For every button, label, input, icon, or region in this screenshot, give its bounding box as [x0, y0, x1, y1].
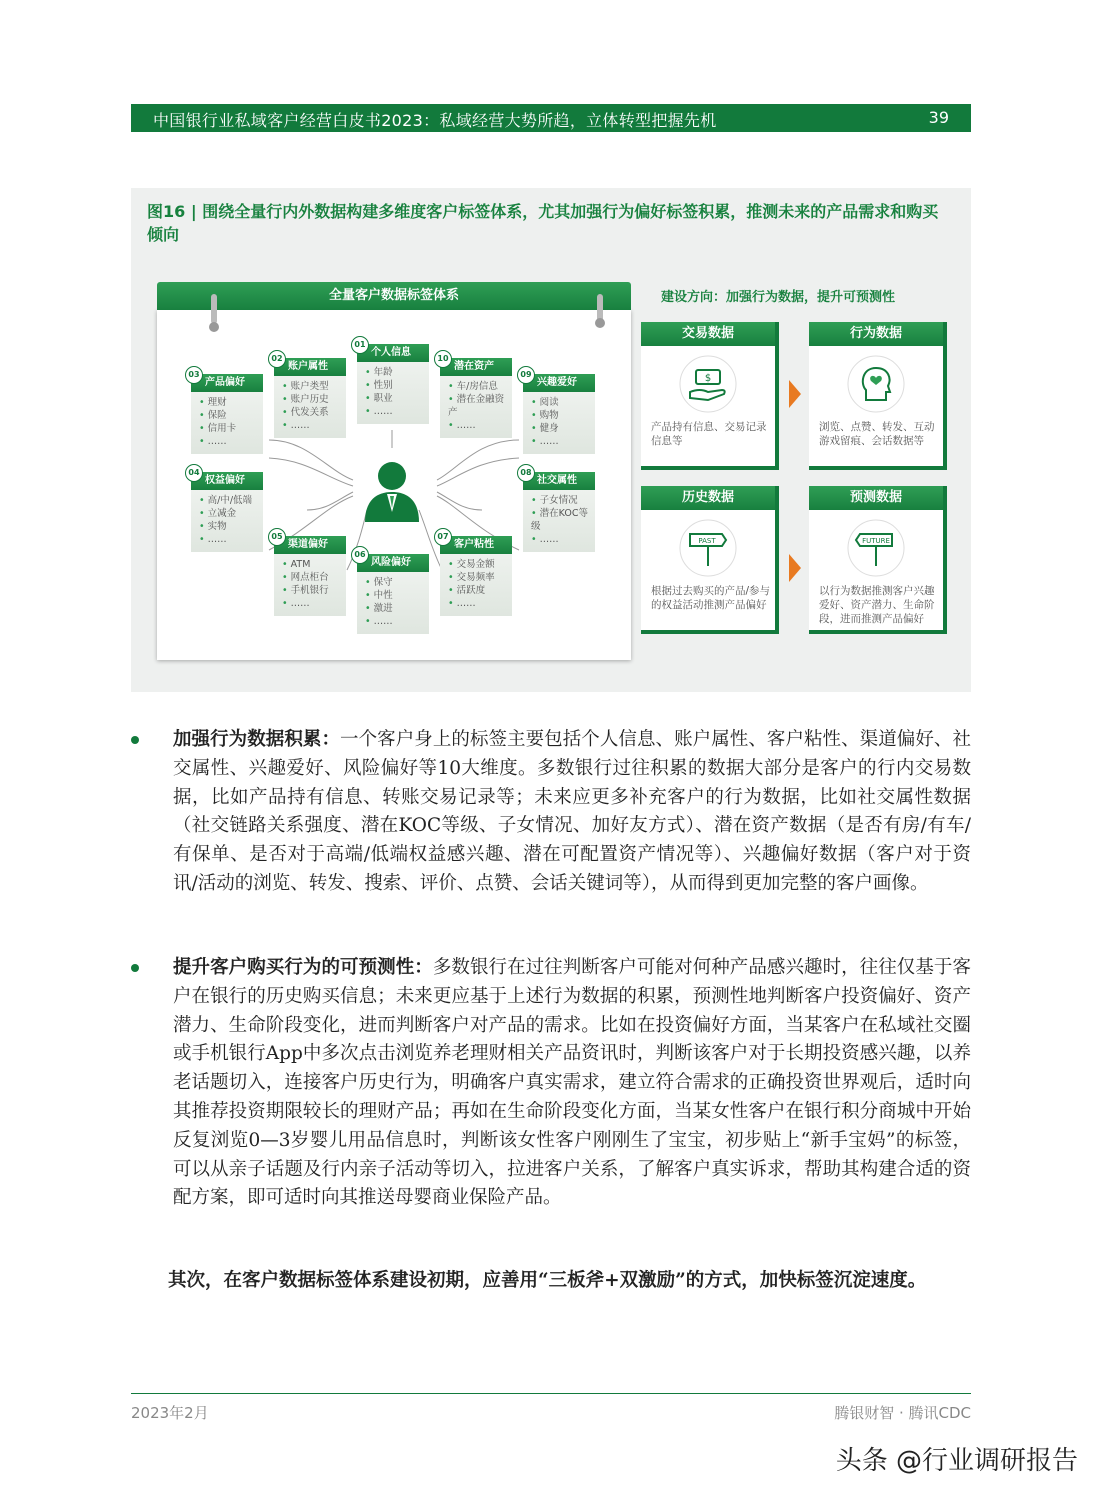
- tag-number: 05: [268, 528, 286, 546]
- money-hand-icon: [678, 354, 738, 414]
- past-label: PAST: [698, 537, 716, 545]
- arrow-right-icon: [789, 380, 801, 408]
- tag-title: 权益偏好: [205, 475, 245, 486]
- figure-panel: [131, 188, 971, 692]
- tag-item: • 立减金: [199, 507, 263, 520]
- tag-benefit-preference: [188, 468, 263, 552]
- future-label: FUTURE: [862, 537, 890, 545]
- box-text: 产品持有信息、交易记录信息等: [651, 421, 767, 447]
- tag-item: • ……: [448, 419, 512, 432]
- tag-item: • ……: [365, 405, 429, 418]
- bullet-lead: 加强行为数据积累：: [173, 729, 341, 750]
- bullet-text: 一个客户身上的标签主要包括个人信息、账户属性、客户粘性、渠道偏好、社交属性、兴趣爱好、风险偏好等10大维度。多数银行过往积累的数据大部分是客户的行内交易数据，比如产品持有信息、转账交易记录等；未来应更多补充客户的行为数据，比如社交属性数据（社交链路关系强度、潜在KOC等级、子女情况、加好友方式）、潜在资产数据（是否有房/有车/有保单、是否对于高端/低端权益感兴趣、潜在可配置资产情况等）、兴趣偏好数据（客户对于资讯/活动的浏览、转发、搜索、评价、点赞、会话关键词等），从而得到更加完整的客户画像。: [173, 729, 971, 894]
- tag-number: 02: [268, 350, 286, 368]
- tag-item: • 保险: [199, 409, 263, 422]
- tag-item: • 活跃度: [448, 584, 512, 597]
- tag-item: • 交易金额: [448, 558, 512, 571]
- tag-item: • ……: [199, 533, 263, 546]
- future-sign-icon: [846, 518, 906, 578]
- svg-text:$: $: [704, 373, 712, 384]
- behavior-data-box: [809, 322, 947, 470]
- tag-item: • 高/中/低端: [199, 494, 263, 507]
- tag-number: 01: [351, 336, 369, 354]
- tag-item: • 交易频率: [448, 571, 512, 584]
- box-title: 行为数据: [809, 322, 943, 346]
- page-number: 39: [928, 108, 949, 127]
- bullet-paragraph-2: [173, 954, 971, 1213]
- tag-social-attributes: [520, 468, 595, 552]
- bullet-text: 多数银行在过往判断客户可能对何种产品感兴趣时，往往仅基于客户在银行的历史购买信息；未来更应基于上述行为数据的积累，预测性地判断客户投资偏好、资产潜力、生命阶段变化，进而判断客户对产品的需求。比如在投资偏好方面，当某客户在私域社交圈或手机银行App中多次点击浏览养老理财相关产品资讯时，判断该客户对于长期投资感兴趣，以养老话题切入，连接客户历史行为，明确客户真实需求，建立符合需求的正确投资世界观后，适时向其推荐投资期限较长的理财产品；再如在生命阶段变化方面，当某女性客户在银行积分商城中开始反复浏览0—3岁婴儿用品信息时，判断该女性客户刚刚生了宝宝，初步贴上“新手宝妈”的标签，可以从亲子话题及行内亲子活动等切入，拉进客户关系，了解客户真实诉求，帮助其构建合适的资配方案，即可适时向其推送母婴商业保险产品。: [173, 957, 971, 1209]
- tag-title: 渠道偏好: [288, 539, 328, 550]
- tag-interests: [520, 370, 595, 454]
- transaction-data-box: [641, 322, 779, 470]
- tag-item: • 购物: [531, 409, 595, 422]
- box-title: 历史数据: [641, 486, 775, 510]
- prediction-data-box: [809, 486, 947, 634]
- footer-divider: [131, 1393, 971, 1394]
- tag-item: • ……: [531, 533, 595, 546]
- tag-item: • 保守: [365, 576, 429, 589]
- history-data-box: [641, 486, 779, 634]
- tag-number: 07: [434, 528, 452, 546]
- tag-item: • 手机银行: [282, 584, 346, 597]
- bullet-paragraph-1: [173, 726, 971, 899]
- box-title: 预测数据: [809, 486, 943, 510]
- figure-caption: 图16 | 围绕全量行内外数据构建多维度客户标签体系，尤其加强行为偏好标签积累，推测未来的产品需求和购买倾向: [147, 202, 939, 244]
- tag-number: 08: [517, 464, 535, 482]
- customer-avatar-icon: [357, 454, 427, 524]
- tag-title: 风险偏好: [371, 557, 411, 568]
- tag-item: • 子女情况: [531, 494, 595, 507]
- tag-system-title: 全量客户数据标签体系: [157, 282, 631, 310]
- tag-item: • ……: [282, 419, 346, 432]
- tag-item: • 理财: [199, 396, 263, 409]
- tag-title: 客户粘性: [454, 539, 494, 550]
- head-heart-icon: [846, 354, 906, 414]
- document-title: 中国银行业私域客户经营白皮书2023：私域经营大势所趋，立体转型把握先机: [153, 111, 717, 130]
- footer-brand: 腾银财智 · 腾讯CDC: [834, 1404, 971, 1422]
- tag-item: • 潜在金融资产: [448, 393, 512, 419]
- tag-item: • 职业: [365, 392, 429, 405]
- tag-number: 09: [517, 366, 535, 384]
- tag-title: 社交属性: [537, 475, 577, 486]
- tag-item: • ……: [448, 597, 512, 610]
- tag-number: 03: [185, 366, 203, 384]
- tag-item: • 信用卡: [199, 422, 263, 435]
- tag-item: • 账户历史: [282, 393, 346, 406]
- tag-item: • 性别: [365, 379, 429, 392]
- tag-title: 兴趣爱好: [537, 377, 577, 388]
- tag-item: • 账户类型: [282, 380, 346, 393]
- tag-title: 账户属性: [288, 361, 328, 372]
- tag-customer-stickiness: [437, 532, 512, 616]
- box-text: 以行为数据推测客户兴趣爱好、资产潜力、生命阶段，进而推测产品偏好: [819, 585, 935, 625]
- tag-title: 产品偏好: [205, 377, 245, 388]
- tag-product-preference: [188, 370, 263, 454]
- tag-risk-preference: [354, 550, 429, 634]
- tag-item: • ……: [531, 435, 595, 448]
- tag-item: • 代发关系: [282, 406, 346, 419]
- bullet-lead: 提升客户购买行为的可预测性：: [173, 957, 433, 978]
- tag-item: • 健身: [531, 422, 595, 435]
- tag-title: 个人信息: [371, 347, 411, 358]
- tag-item: • 车/房信息: [448, 380, 512, 393]
- box-title: 交易数据: [641, 322, 775, 346]
- tag-personal-info: [354, 340, 429, 424]
- tag-channel-preference: [271, 532, 346, 616]
- arrow-right-icon: [789, 554, 801, 582]
- header-bar: [131, 104, 971, 132]
- tag-item: • 中性: [365, 589, 429, 602]
- watermark: 头条 @行业调研报告: [835, 1446, 1078, 1476]
- tag-item: • ATM: [282, 558, 346, 571]
- bullet-dot: [131, 964, 139, 972]
- tag-number: 04: [185, 464, 203, 482]
- past-sign-icon: [678, 518, 738, 578]
- tag-item: • 实物: [199, 520, 263, 533]
- footer-date: 2023年2月: [131, 1404, 209, 1422]
- tag-potential-assets: [437, 354, 512, 438]
- tag-title: 潜在资产: [454, 361, 494, 372]
- tag-item: • 年龄: [365, 366, 429, 379]
- tag-item: • ……: [365, 615, 429, 628]
- tag-item: • 激进: [365, 602, 429, 615]
- tag-item: • 网点柜台: [282, 571, 346, 584]
- tag-item: • 潜在KOC等级: [531, 507, 595, 533]
- bullet-dot: [131, 736, 139, 744]
- box-text: 浏览、点赞、转发、互动游戏留痕、会话数据等: [819, 421, 935, 447]
- tag-item: • 阅读: [531, 396, 595, 409]
- tag-number: 10: [434, 350, 452, 368]
- tag-item: • ……: [282, 597, 346, 610]
- direction-title: 建设方向：加强行为数据，提升可预测性: [661, 290, 896, 305]
- tag-item: • ……: [199, 435, 263, 448]
- tag-number: 06: [351, 546, 369, 564]
- tag-account-attributes: [271, 354, 346, 438]
- box-text: 根据过去购买的产品/参与的权益活动推测产品偏好: [651, 585, 771, 611]
- closing-paragraph: 其次，在客户数据标签体系建设初期，应善用“三板斧+双激励”的方式，加快标签沉淀速度。: [168, 1270, 927, 1291]
